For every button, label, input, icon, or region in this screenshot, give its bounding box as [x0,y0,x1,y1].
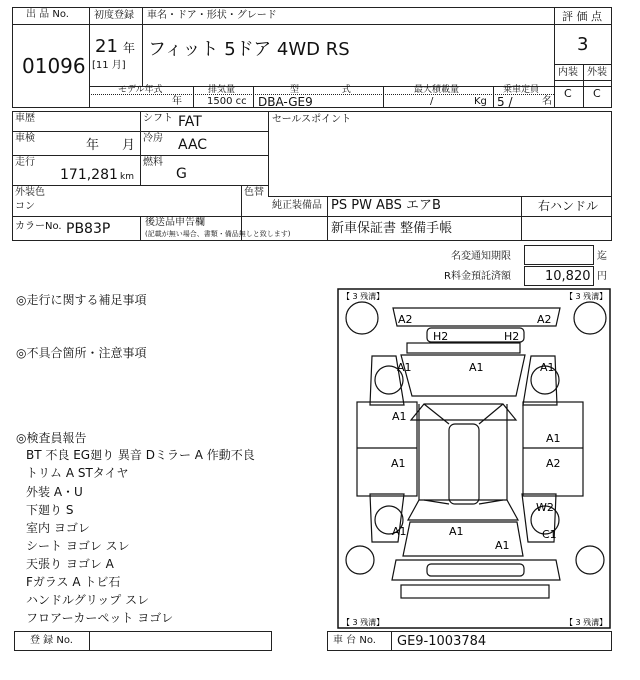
recycle-value: 10,820 [545,269,591,284]
inspector-line: ハンドルグリップ スレ [26,593,150,607]
rear-plate-panel [427,564,524,576]
front-right-wheel [574,302,606,334]
hood-panel [401,355,525,396]
capacity-unit: 名 [542,96,552,107]
lot-number: 01096 [22,54,86,78]
mileage-unit: km [120,172,134,182]
damage-mark: A1 [546,432,561,445]
type-value: DBA-GE9 [258,95,313,109]
fuel-value: G [176,166,187,182]
capacity-value: 5 / [497,95,513,109]
exterior-grade: C [593,87,601,100]
inspector-line: 室内 ヨゴレ [26,521,90,535]
post-items-value: 新車保証書 整備手帳 [331,221,453,236]
max-load-unit: Kg [474,96,487,107]
damage-mark: A2 [398,313,413,326]
color-no-label: カラーNo. [15,221,62,232]
ac-value: AAC [178,137,208,153]
displacement-value: 1500 cc [207,96,247,107]
inspector-line: BT 不良 EG廻り 異音 Dミラー A 作動不良 [26,448,255,462]
front-lip-panel [407,343,520,353]
ext-color-label: 外装色 [15,187,45,198]
inspection-month: 月 [122,138,136,153]
equipment-label: 純正装備品 [272,200,322,211]
rear-sill-panel [401,585,549,598]
damage-mark: W2 [536,501,554,514]
reg-no-label: 登 録 No. [30,635,73,646]
equipment-value: PS PW ABS エアB [331,198,441,213]
damage-mark: A1 [540,361,555,374]
damage-mark: A1 [392,410,407,423]
fuel-label: 燃料 [143,157,163,168]
damage-mark: A1 [495,539,510,552]
inspection-label: 車検 [15,133,35,144]
score-value: 3 [577,34,589,55]
recycle-label: R料金預託済額 [444,271,511,282]
rear-window-panel [408,500,518,520]
max-load-value: / [430,96,434,107]
right-side-panel [523,402,583,496]
first-reg-label: 初度登録 [94,10,134,21]
damage-mark: H2 [504,330,520,343]
first-reg-year: 21 [95,36,118,57]
damage-mark: C1 [542,528,557,541]
history-label: 車歴 [15,113,35,124]
max-load-label: 最大積載量 [414,85,460,95]
inspection-year: 年 [86,138,100,153]
shift-label: シフト [143,113,173,124]
model-year-label: モデル年式 [118,85,163,95]
recycle-unit: 円 [597,271,607,282]
damage-mark: A1 [449,525,464,538]
rear-right-wheel [576,546,604,574]
interior-grade: C [564,87,572,100]
first-reg-month: [11 月] [92,60,126,71]
defects-label: ◎不具合箇所・注意事項 [16,346,147,360]
tire-note-top-right: 【 3 残溝】 [565,292,608,301]
steering-value: 右ハンドル [538,199,599,213]
inspector-line: フロアーカーペット ヨゴレ [26,611,174,625]
post-reg-note: (記載が無い場合、書類・備品無しと致します) [145,230,291,238]
capacity-label: 乗車定員 [503,85,540,95]
tire-note-bottom-right: 【 3 残溝】 [565,618,608,627]
inspector-line: 天張り ヨゴレ A [26,557,114,571]
inspector-label: ◎検査員報告 [16,431,87,445]
inspector-line: Fガラス A トビ石 [26,575,121,589]
front-left-wheel [346,302,378,334]
inspector-line: 外装 A・U [26,485,83,499]
tire-note-bottom-left: 【 3 残溝】 [342,618,385,627]
sales-points-label: セールスポイント [272,114,352,125]
lot-label: 出 品 No. [26,9,69,20]
front-bumper-panel [393,308,560,326]
ac-label: 冷房 [143,133,163,144]
name-change-unit: 迄 [597,251,607,262]
vehicle-label: 車名・ドア・形状・グレード [147,10,277,21]
inspector-line: トリム A STタイヤ [26,466,129,480]
mileage-label: 走行 [15,157,35,168]
first-reg-year-unit: 年 [123,41,136,55]
displacement-label: 排気量 [208,85,236,95]
inspector-line: シート ヨゴレ スレ [26,539,130,553]
color-no-value: PB83P [66,221,111,237]
chassis-value: GE9-1003784 [397,634,487,649]
chassis-label: 車 台 No. [333,635,376,646]
name-change-label: 名変通知期限 [451,251,511,262]
ext-color-value: コン [15,201,35,212]
type-label: 型 式 [290,85,351,95]
exterior-label: 外装 [587,67,607,78]
driving-notes-label: ◎走行に関する補足事項 [16,293,147,307]
post-reg-label: 後送品申告欄 [145,217,205,228]
diagram-frame [338,289,610,628]
interior-label: 内装 [558,67,578,78]
rear-bumper-panel [392,560,560,580]
damage-mark: A2 [546,457,561,470]
recolor-label: 色替 [244,187,264,198]
damage-mark: H2 [433,330,449,343]
shift-value: FAT [178,114,202,130]
score-label: 評 価 点 [562,10,602,23]
model-year-unit: 年 [172,96,182,107]
mileage-value: 171,281 [60,167,118,183]
rear-left-wheel [346,546,374,574]
damage-mark: A1 [391,457,406,470]
left-side-panel [357,402,417,496]
roof-panel [449,424,479,504]
damage-mark: A1 [397,361,412,374]
damage-mark: A1 [469,361,484,374]
vehicle-name: フィット 5ドア 4WD RS [148,39,350,60]
damage-mark: A1 [392,525,407,538]
inspector-line: 下廻り S [26,503,74,517]
tire-note-top-left: 【 3 残溝】 [342,292,385,301]
damage-mark: A2 [537,313,552,326]
